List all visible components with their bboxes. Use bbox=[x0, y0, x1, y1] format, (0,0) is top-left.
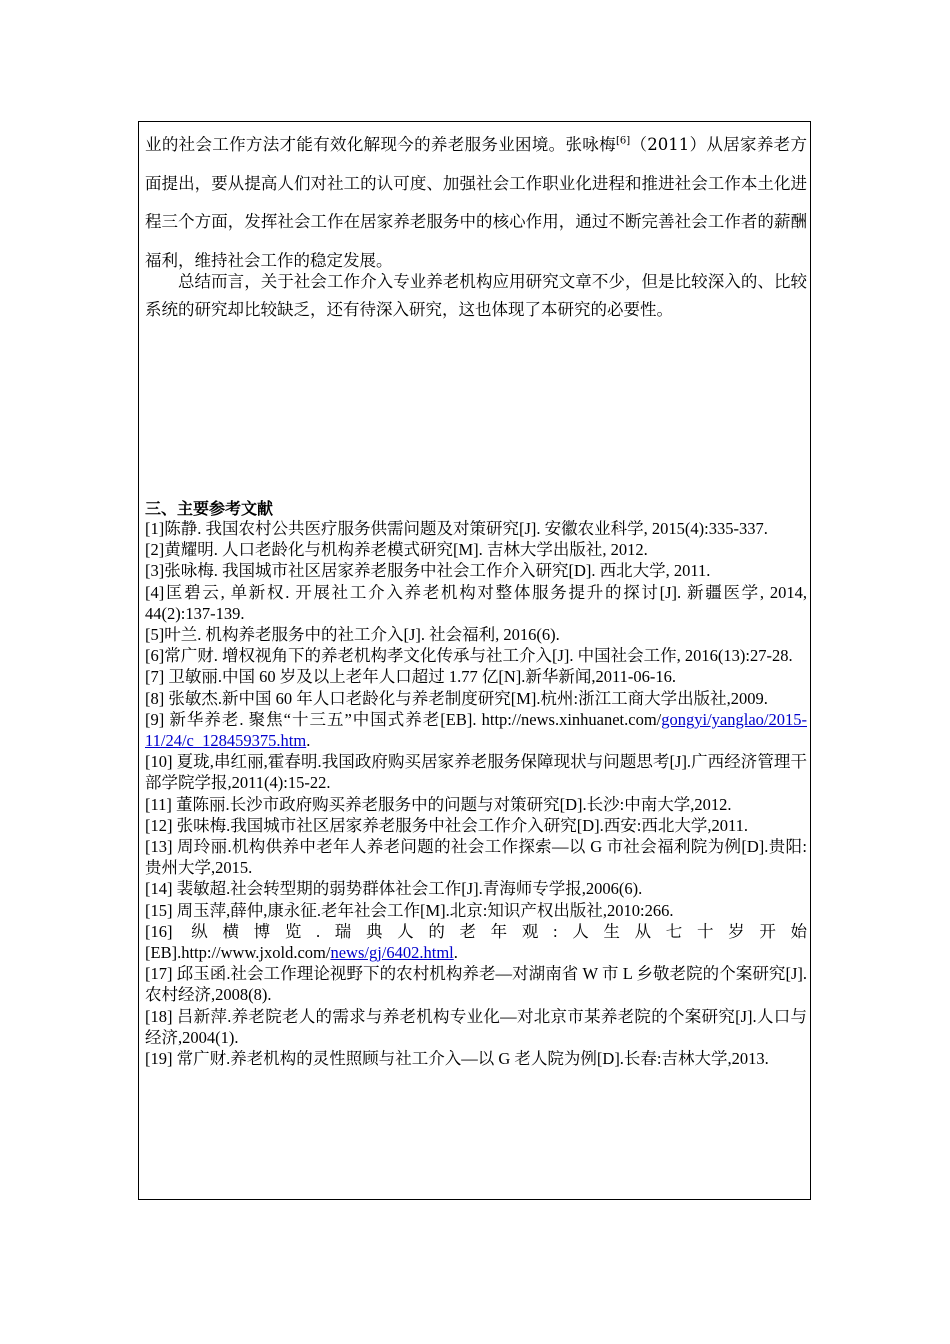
reference-item: [9] 新华养老. 聚焦“十三五”中国式养老[EB]. http://news.xinhuanet.com/gongyi/yanglao/2015-11/24/c_128459375.htm. bbox=[145, 709, 807, 751]
reference-item: [16] 纵横博览.瑞典人的老年观:人生从七十岁开始[EB].http://www.jxold.com/news/gj/6402.html. bbox=[145, 921, 807, 963]
body-paragraph-2: 总结而言，关于社会工作介入专业养老机构应用研究文章不少，但是比较深入的、比较系统的研究却比较缺乏，还有待深入研究，这也体现了本研究的必要性。 bbox=[145, 272, 807, 319]
reference-item: [14] 裴敏超.社会转型期的弱势群体社会工作[J].青海师专学报,2006(6). bbox=[145, 879, 643, 899]
reference-item: [6]常广财. 增权视角下的养老机构孝文化传承与社工介入[J]. 中国社会工作, 2016(13):27-28. bbox=[145, 646, 793, 666]
reference-item: [13] 周玲丽.机构供养中老年人养老问题的社会工作探索—以 G 市社会福利院为例[D].贵阳:贵州大学,2015. bbox=[145, 837, 807, 878]
reference-item: [17] 邱玉函.社会工作理论视野下的农村机构养老—对湖南省 W 市 L 乡敬老院的个案研究[J].农村经济,2008(8). bbox=[145, 964, 807, 1005]
reference-item: [2]黄耀明. 人口老龄化与机构养老模式研究[M]. 吉林大学出版社, 2012. bbox=[145, 540, 648, 560]
body-paragraph-1 bbox=[145, 126, 807, 280]
references-heading: 三、主要参考文献 bbox=[145, 499, 274, 518]
reference-item: [12] 张味梅.我国城市社区居家养老服务中社会工作介入研究[D].西安:西北大学,2011. bbox=[145, 815, 748, 835]
citation-marker: [6] bbox=[615, 135, 631, 147]
paragraph-1-text-a: 业的社会工作方法才能有效化解现今的养老服务业困境。张咏梅 bbox=[145, 135, 616, 154]
reference-item: [4]匡碧云, 单新权. 开展社工介入养老机构对整体服务提升的探讨[J]. 新疆医学, 2014, 44(2):137-139. bbox=[145, 582, 807, 623]
reference-item: [15] 周玉萍,薛仲,康永征.老年社会工作[M].北京:知识产权出版社,2010:266. bbox=[145, 900, 674, 920]
reference-item: [5]叶兰. 机构养老服务中的社工介入[J]. 社会福利, 2016(6). bbox=[145, 625, 560, 645]
paragraph-1-text-b: （2011）从居家养老方面提出，要从提高人们对社工的认可度、加强社会工作职业化进程和推进社会工作本土化进程三个方面，发挥社会工作在居家养老服务中的核心作用，通过不断完善社会工作者的薪酬福利，维持社会工作的稳定发展。 bbox=[145, 135, 807, 270]
reference-item: [8] 张敏杰.新中国 60 年人口老龄化与养老制度研究[M].杭州:浙江工商大学出版社,2009. bbox=[145, 688, 768, 708]
reference-item: [7] 卫敏丽.中国 60 岁及以上老年人口超过 1.77 亿[N].新华新闻,2011-06-16. bbox=[145, 667, 677, 687]
reference-item: [1]陈静. 我国农村公共医疗服务供需问题及对策研究[J]. 安徽农业科学, 2015(4):335-337. bbox=[145, 519, 768, 538]
reference-item: [11] 董陈丽.长沙市政府购买养老服务中的问题与对策研究[D].长沙:中南大学,2012. bbox=[145, 794, 732, 814]
reference-item: [3]张咏梅. 我国城市社区居家养老服务中社会工作介入研究[D]. 西北大学, 2011. bbox=[145, 561, 711, 581]
reference-link[interactable]: gongyi/yanglao/2015-11/24/c_128459375.htm bbox=[145, 709, 807, 751]
reference-item: [18] 吕新萍.养老院老人的需求与养老机构专业化—对北京市某养老院的个案研究[J].人口与经济,2004(1). bbox=[145, 1006, 807, 1047]
references-list bbox=[145, 518, 807, 1069]
reference-item: [19] 常广财.养老机构的灵性照顾与社工介入—以 G 老人院为例[D].长春:吉林大学,2013. bbox=[145, 1049, 769, 1069]
reference-item: [10] 夏珑,串红丽,霍春明.我国政府购买居家养老服务保障现状与问题思考[J].广西经济管理干部学院学报,2011(4):15-22. bbox=[145, 752, 807, 793]
reference-link[interactable]: news/gj/6402.html bbox=[330, 943, 454, 963]
